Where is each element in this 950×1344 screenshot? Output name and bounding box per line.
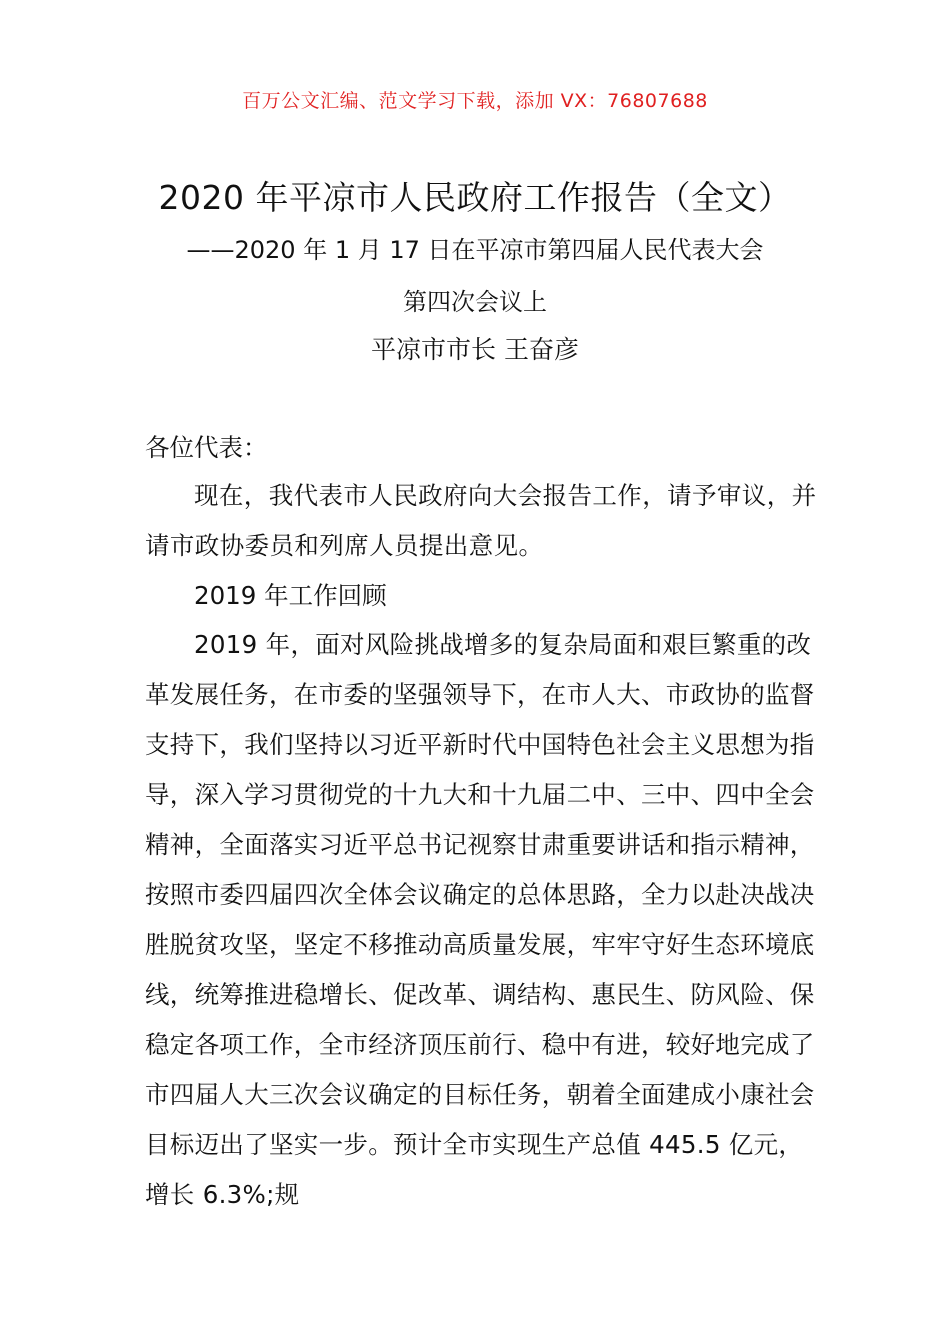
- section-heading: 2019 年工作回顾: [194, 581, 387, 610]
- subtitle-line-2: 第四次会议上: [403, 288, 547, 316]
- document-title: 2020 年平凉市人民政府工作报告（全文）: [158, 178, 792, 217]
- subtitle-line-1: ——2020 年 1 月 17 日在平凉市第四届人民代表大会: [186, 236, 764, 264]
- intro-paragraph: 现在，我代表市人民政府向大会报告工作，请予审议，并请市政协委员和列席人员提出意见。: [145, 481, 817, 560]
- salutation: 各位代表：: [145, 433, 268, 462]
- watermark-notice: 百万公文汇编、范文学习下载，添加 VX：76807688: [242, 90, 708, 112]
- main-paragraph: 2019 年，面对风险挑战增多的复杂局面和艰巨繁重的改革发展任务，在市委的坚强领导下，在市人大、市政协的监督支持下，我们坚持以习近平新时代中国特色社会主义思想为指导，深入学习贯彻党的十九大和十九届二中、三中、四中全会精神，全面落实习近平总书记视察甘肃重要讲话和指示精神，按照市委四届四次全体会议确定的总体思路，全力以赴决战决胜脱贫攻坚，坚定不移推动高质量发展，牢牢守好生态环境底线，统筹推进稳增长、促改革、调结构、惠民生、防风险、保稳定各项工作，全市经济顶压前行、稳中有进，较好地完成了市四届人大三次会议确定的目标任务，朝着全面建成小康社会目标迈出了坚实一步。预计全市实现生产总值 445.5 亿元，增长 6.3%;规: [145, 630, 815, 1209]
- author-line: 平凉市市长 王奋彦: [371, 335, 579, 364]
